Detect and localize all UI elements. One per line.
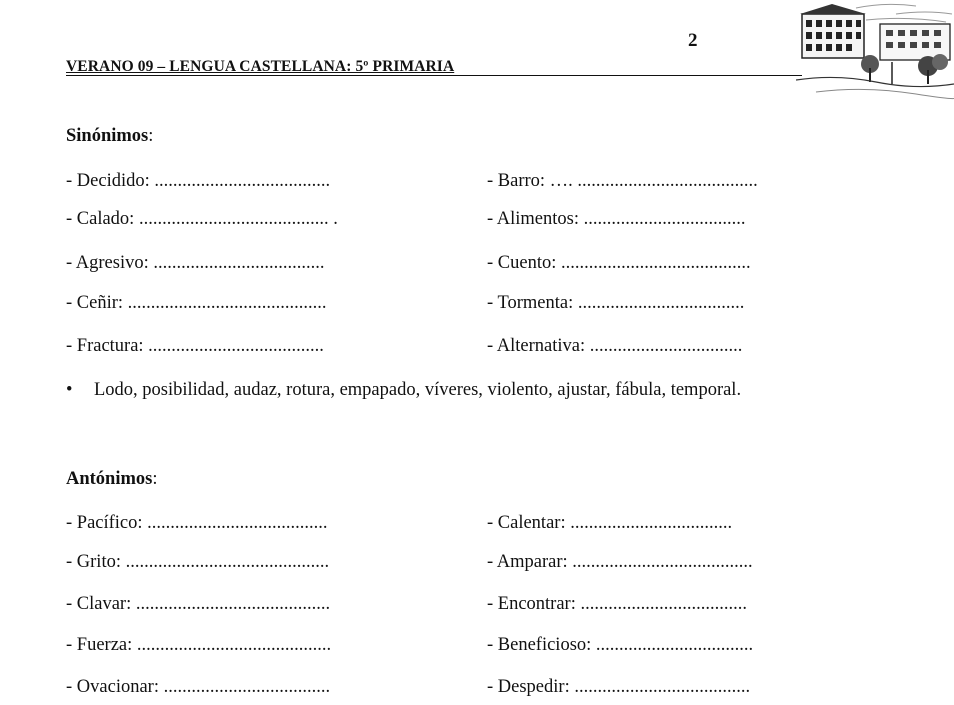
antonym-item-right-3: - Encontrar: .................................... [487, 594, 747, 614]
synonym-item-left-3: - Agresivo: ..................................... [66, 253, 325, 273]
word-bank-text: Lodo, posibilidad, audaz, rotura, empapado, víveres, violento, ajustar, fábula, temporal. [94, 380, 742, 400]
synonym-item-left-2: - Calado: ......................................... . [66, 209, 338, 229]
antonym-item-left-1: - Pacífico: ....................................... [66, 513, 328, 533]
antonym-item-left-2: - Grito: ............................................ [66, 552, 330, 572]
synonym-item-left-5: - Fractura: ...................................... [66, 336, 324, 356]
antonym-item-right-2: - Amparar: ....................................... [487, 552, 753, 572]
page-number: 2 [688, 30, 698, 51]
header-divider [66, 75, 802, 76]
synonym-item-right-4: - Tormenta: .................................... [487, 293, 745, 313]
school-building-icon [796, 0, 954, 108]
antonym-item-right-5: - Despedir: ...................................... [487, 677, 751, 697]
synonym-item-right-5: - Alternativa: ................................. [487, 336, 743, 356]
antonyms-heading: Antónimos: [66, 469, 158, 489]
synonym-item-left-4: - Ceñir: ........................................... [66, 293, 327, 313]
synonym-item-right-2: - Alimentos: ................................... [487, 209, 746, 229]
bullet-icon: • [66, 380, 73, 400]
antonym-item-left-3: - Clavar: .......................................... [66, 594, 331, 614]
antonym-item-right-4: - Beneficioso: .................................. [487, 635, 754, 655]
antonym-item-left-4: - Fuerza: .......................................... [66, 635, 332, 655]
antonym-item-right-1: - Calentar: ................................... [487, 513, 733, 533]
page-header-title: VERANO 09 – LENGUA CASTELLANA: 5º PRIMARIA [66, 58, 455, 75]
synonyms-heading: Sinónimos: [66, 126, 154, 146]
synonym-item-right-3: - Cuento: ......................................... [487, 253, 751, 273]
antonym-item-left-5: - Ovacionar: .................................... [66, 677, 331, 697]
synonym-item-right-1: - Barro: …. ....................................... [487, 171, 758, 191]
synonym-item-left-1: - Decidido: ...................................... [66, 171, 331, 191]
synonyms-title: Sinónimos [66, 126, 149, 146]
synonyms-word-bank [66, 378, 910, 402]
antonyms-title: Antónimos [66, 469, 153, 489]
